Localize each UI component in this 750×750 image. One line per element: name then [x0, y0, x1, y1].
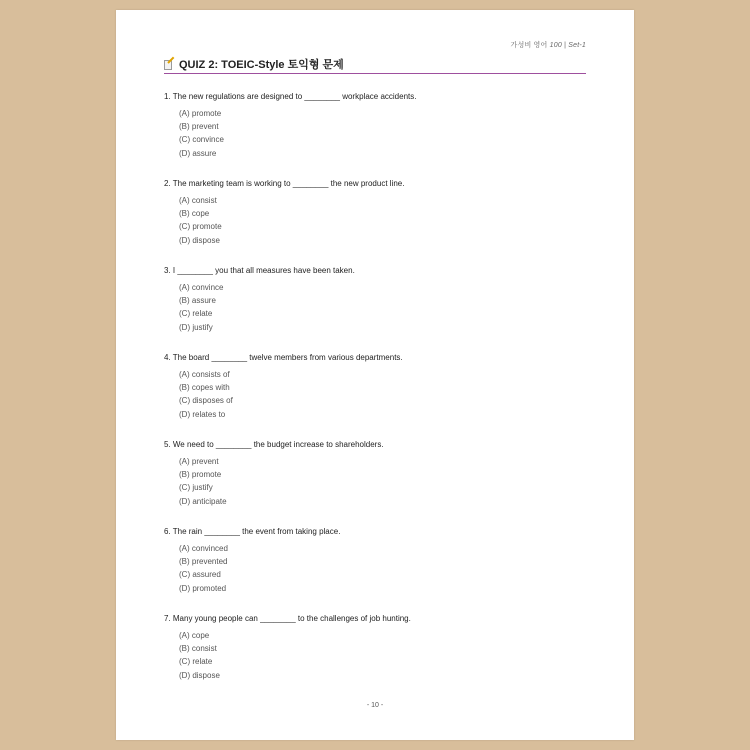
option-d: (D) relates to: [179, 409, 226, 419]
document-page: [116, 10, 634, 740]
option-c: (C) justify: [179, 483, 213, 493]
option-c: (C) relate: [179, 309, 213, 319]
question-7: [164, 614, 411, 682]
title-divider: [164, 73, 586, 74]
memo-icon: [164, 59, 175, 70]
option-b: (B) copes with: [179, 383, 230, 393]
option-c: (C) promote: [179, 222, 222, 232]
option-d: (D) dispose: [179, 670, 220, 680]
option-c: (C) convince: [179, 135, 224, 145]
option-a: (A) cope: [179, 631, 210, 640]
question-text: 2. The marketing team is working to ________ the new product line.: [164, 179, 405, 188]
option-b: (B) cope: [179, 209, 210, 219]
question-text: 4. The board ________ twelve members from various departments.: [164, 353, 403, 362]
option-a: (A) prevent: [179, 457, 219, 466]
option-b: (B) consist: [179, 644, 217, 654]
option-b: (B) prevent: [179, 122, 219, 132]
option-a: (A) convinced: [179, 544, 228, 553]
question-5: [164, 440, 384, 508]
page-number: - 10 -: [366, 702, 384, 709]
option-b: (B) prevented: [179, 557, 228, 567]
option-d: (D) assure: [179, 148, 217, 158]
question-text: 1. The new regulations are designed to ________ workplace accidents.: [164, 92, 417, 101]
book-number: 100: [549, 42, 562, 49]
option-c: (C) assured: [179, 570, 221, 580]
option-a: (A) convince: [179, 283, 224, 292]
option-c: (C) disposes of: [179, 396, 233, 406]
option-d: (D) dispose: [179, 235, 220, 245]
set-label: Set-1: [568, 42, 586, 49]
option-d: (D) promoted: [179, 583, 227, 593]
option-a: (A) promote: [179, 109, 222, 118]
question-text: 3. I ________ you that all measures have been taken.: [164, 266, 355, 275]
question-text: 5. We need to ________ the budget increase to shareholders.: [164, 440, 384, 449]
question-text: 7. Many young people can ________ to the challenges of job hunting.: [164, 614, 411, 623]
option-d: (D) justify: [179, 322, 213, 332]
option-b: (B) assure: [179, 296, 216, 306]
question-3: [164, 266, 355, 334]
running-header: [511, 40, 586, 50]
question-1: [164, 92, 416, 160]
question-4: [164, 353, 403, 421]
option-c: (C) relate: [179, 657, 213, 667]
book-title: 가성비 영어: [510, 42, 548, 49]
quiz-title-text: QUIZ 2: TOEIC-Style 토익형 문제: [179, 59, 344, 71]
option-b: (B) promote: [179, 470, 222, 480]
option-a: (A) consists of: [179, 370, 230, 379]
question-text: 6. The rain ________ the event from taking place.: [164, 527, 341, 536]
option-a: (A) consist: [179, 196, 217, 205]
quiz-title: [164, 56, 344, 72]
option-d: (D) anticipate: [179, 496, 227, 506]
header-separator: |: [564, 42, 567, 49]
question-6: [164, 527, 340, 595]
question-2: [164, 179, 404, 247]
